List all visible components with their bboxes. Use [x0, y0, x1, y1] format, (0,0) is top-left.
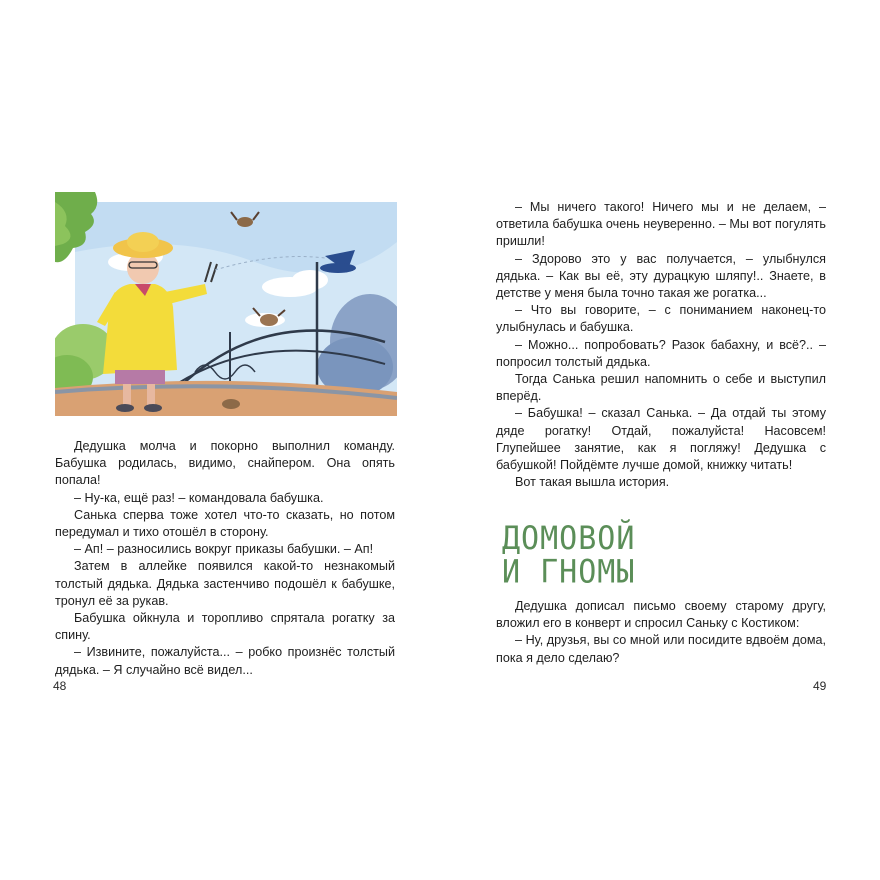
paragraph: – Что вы говорите, – с пониманием наконец-то улыбнулась и бабушка. — [496, 303, 826, 335]
paragraph: – Мы ничего такого! Ничего мы и не делаем, – ответила бабушка очень неуверенно. – Мы вот погулять пришли! — [496, 200, 826, 249]
chapter-title — [502, 519, 832, 592]
paragraph: Дедушка молча и покорно выполнил команду. Бабушка родилась, видимо, снайпером. Она опять попала! — [55, 439, 395, 488]
right-page-text-top — [496, 199, 826, 491]
chapter-title-line: ДОМОВОЙ — [502, 519, 636, 558]
paragraph: – Извините, пожалуйста... – робко произнёс толстый дядька. – Я случайно всё видел... — [55, 645, 395, 677]
paragraph: Тогда Санька решил напомнить о себе и выступил вперёд. — [496, 372, 826, 404]
right-page-text-bottom — [496, 598, 826, 667]
paragraph: Дедушка дописал письмо своему старому другу, вложил его в конверт и спросил Саньку с Костиком: — [496, 599, 826, 631]
chapter-title-line: И ГНОМЫ — [502, 553, 636, 592]
paragraph: Затем в аллейке появился какой-то незнакомый толстый дядька. Дядька застенчиво подошёл к бабушке, тронул её за рукав. — [55, 559, 395, 608]
paragraph: – Ну-ка, ещё раз! – командовала бабушка. — [74, 490, 324, 505]
paragraph: – Бабушка! – сказал Санька. – Да отдай ты этому дяде рогатку! Отдай, пожалуйста! Насовсем! Глупейшее занятие, как я погляжу! Дедушка с бабушкой! Пойдёмте лучше домой, книжку читать! — [496, 406, 826, 473]
page-number-left: 48 — [53, 679, 67, 693]
paragraph: – Здорово это у вас получается, – улыбнулся дядька. – Как вы её, эту дурацкую шляпу!.. Знаете, в детстве у меня была точно такая же рогатка... — [496, 251, 826, 301]
paragraph: Вот такая вышла история. — [515, 475, 670, 490]
illustration-grandma-slingshot — [55, 192, 397, 416]
paragraph: Санька сперва тоже хотел что-то сказать, но потом передумал и тихо отошёл в сторону. — [55, 507, 395, 540]
paragraph: – Ну, друзья, вы со мной или посидите вдвоём дома, пока я дело сделаю? — [496, 633, 826, 665]
paragraph: Бабушка ойкнула и торопливо спрятала рогатку за спину. — [55, 611, 395, 643]
paragraph: – Ап! – разносились вокруг приказы бабушки. – Ап! — [74, 542, 374, 557]
right-page — [440, 0, 880, 880]
page-number-right: 49 — [813, 679, 827, 693]
paragraph: – Можно... попробовать? Разок бабахну, и всё?.. – попросил толстый дядька. — [496, 337, 826, 369]
left-page-text — [55, 438, 395, 679]
